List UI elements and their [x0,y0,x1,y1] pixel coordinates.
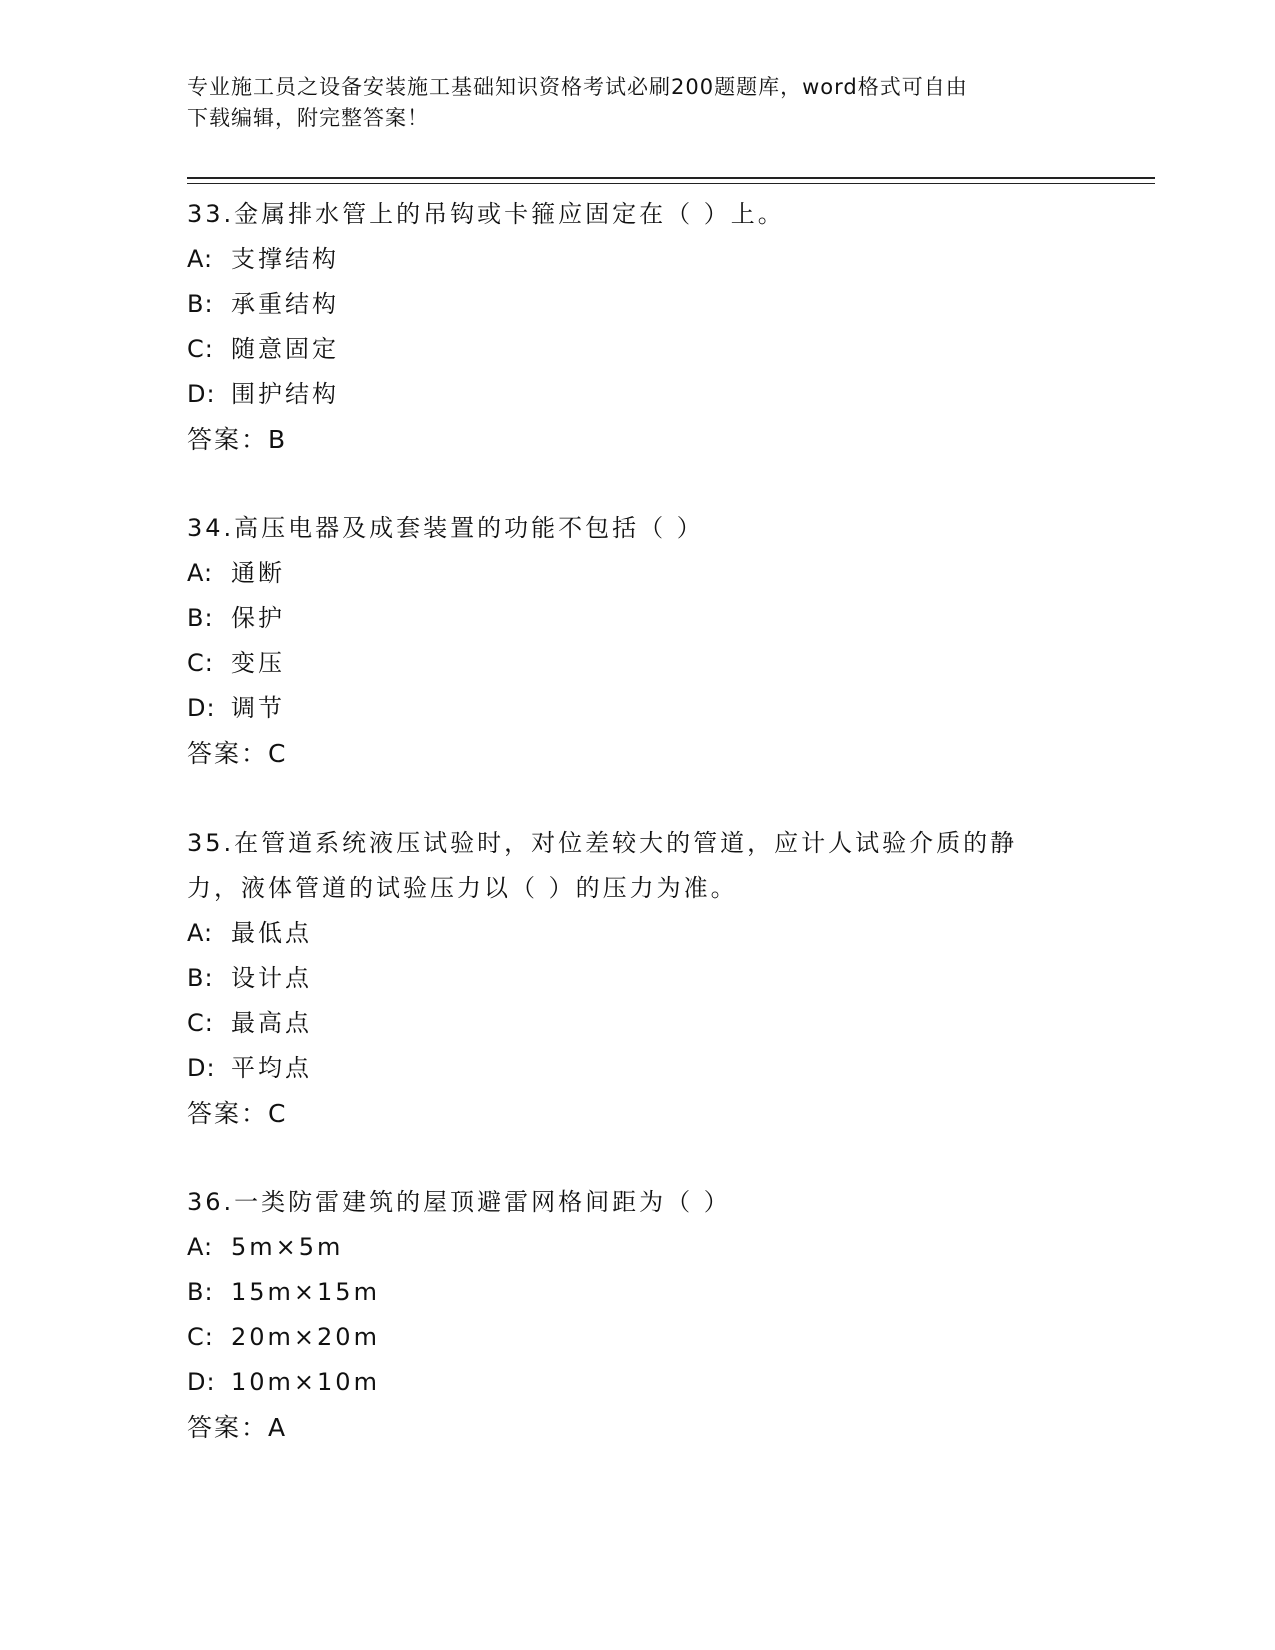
option-b [187,956,1087,1001]
option-a [187,1225,1087,1270]
option-b [187,596,1087,641]
option-text: 随意固定 [231,335,339,363]
header-line-1: 专业施工员之设备安装施工基础知识资格考试必刷200题题库，word格式可自由 [187,75,968,99]
option-letter: B: [187,604,214,632]
option-text: 20m×20m [231,1323,380,1351]
option-text: 设计点 [231,964,312,992]
question-stem [187,821,1087,911]
option-letter: B: [187,964,214,992]
option-letter: B: [187,1278,214,1306]
header-divider-thin [187,183,1155,184]
option-d [187,1360,1087,1405]
question-stem [187,1180,1087,1225]
option-text: 5m×5m [231,1233,344,1261]
option-a [187,237,1087,282]
question-stem-line: 34.高压电器及成套装置的功能不包括（ ） [187,514,704,542]
option-text: 平均点 [231,1054,312,1082]
option-letter: C: [187,1009,214,1037]
option-text: 支撑结构 [231,245,339,273]
question-stem [187,192,1087,237]
option-c [187,1001,1087,1046]
document-header [187,72,1067,134]
option-text: 承重结构 [231,290,339,318]
option-d [187,372,1087,417]
question-stem [187,506,1087,551]
option-text: 最低点 [231,919,312,947]
question-stem-line: 力，液体管道的试验压力以（ ）的压力为准。 [187,874,738,902]
option-text: 10m×10m [231,1368,380,1396]
option-text: 变压 [231,649,285,677]
option-letter: D: [187,380,216,408]
option-b [187,1270,1087,1315]
answer-line: 答案：A [187,1413,288,1442]
question-stem-line: 35.在管道系统液压试验时，对位差较大的管道，应计人试验介质的静 [187,829,1018,857]
option-a [187,551,1087,596]
question-block [187,821,1087,1136]
option-letter: C: [187,335,214,363]
option-text: 最高点 [231,1009,312,1037]
answer-line: 答案：C [187,1099,288,1128]
answer-line: 答案：B [187,425,288,454]
question-block [187,506,1087,776]
answer-line: 答案：C [187,739,288,768]
option-letter: C: [187,649,214,677]
option-text: 调节 [231,694,285,722]
option-letter: D: [187,1054,216,1082]
question-block [187,192,1087,462]
option-a [187,911,1087,956]
option-c [187,327,1087,372]
question-block [187,1180,1087,1450]
question-stem-line: 33.金属排水管上的吊钩或卡箍应固定在（ ）上。 [187,200,785,228]
option-letter: D: [187,694,216,722]
option-letter: A: [187,245,214,273]
option-c [187,1315,1087,1360]
option-d [187,686,1087,731]
option-letter: A: [187,1233,214,1261]
header-line-2: 下载编辑，附完整答案！ [187,106,429,130]
option-c [187,641,1087,686]
option-b [187,282,1087,327]
option-text: 围护结构 [231,380,339,408]
option-letter: B: [187,290,214,318]
option-text: 通断 [231,559,285,587]
option-letter: A: [187,559,214,587]
option-text: 保护 [231,604,285,632]
option-letter: D: [187,1368,216,1396]
option-letter: C: [187,1323,214,1351]
question-stem-line: 36.一类防雷建筑的屋顶避雷网格间距为（ ） [187,1188,731,1216]
option-d [187,1046,1087,1091]
option-text: 15m×15m [231,1278,380,1306]
option-letter: A: [187,919,214,947]
header-divider-thick [187,177,1155,179]
